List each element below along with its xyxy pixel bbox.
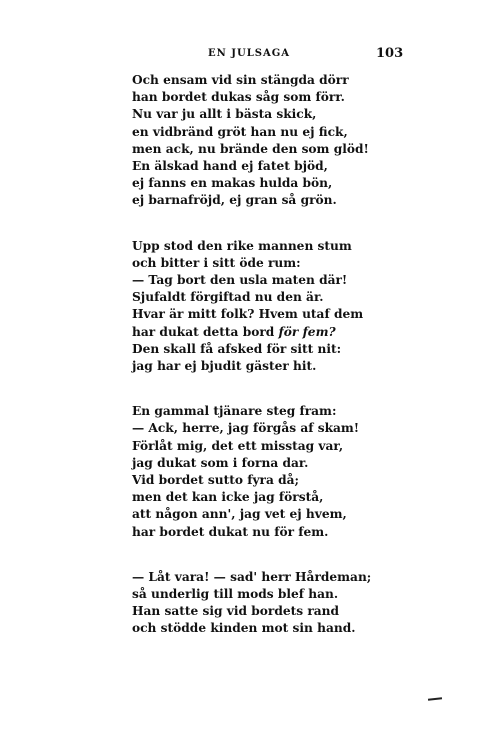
poem-line: jag har ej bjudit gäster hit. <box>132 359 317 374</box>
poem-line: ej barnafröjd, ej gran så grön. <box>132 193 337 208</box>
stanza-1 <box>132 72 432 210</box>
stanza-2 <box>132 238 432 376</box>
poem-line: så underlig till mods blef han. <box>132 587 339 602</box>
page-number: 103 <box>376 46 404 61</box>
italic-phrase: för fem? <box>278 324 336 339</box>
poem-line: och stödde kinden mot sin hand. <box>132 621 356 636</box>
poem-line: Nu var ju allt i bästa skick, <box>132 107 317 122</box>
poem <box>132 72 432 638</box>
poem-line: Upp stod den rike mannen stum <box>132 238 352 253</box>
stanza-3 <box>132 403 432 541</box>
printers-mark <box>428 697 442 700</box>
stanza-4 <box>132 569 432 638</box>
poem-line: — Låt vara! — sad' herr Hårdeman; <box>132 569 372 584</box>
poem-line: men ack, nu brände den som glöd! <box>132 141 369 156</box>
poem-line: — Tag bort den usla maten där! <box>132 273 348 288</box>
poem-line: Hvar är mitt folk? Hvem utaf dem <box>132 307 364 322</box>
poem-line: att någon ann', jag vet ej hvem, <box>132 507 347 522</box>
poem-line: en vidbränd gröt han nu ej fick, <box>132 124 348 139</box>
poem-line: Sjufaldt förgiftad nu den är. <box>132 290 324 305</box>
running-title: EN JULSAGA <box>208 48 291 59</box>
poem-line: han bordet dukas såg som förr. <box>132 90 345 105</box>
poem-line: Vid bordet sutto fyra då; <box>132 473 300 488</box>
poem-line: men det kan icke jag förstå, <box>132 490 324 505</box>
poem-line: — Ack, herre, jag förgås af skam! <box>132 421 360 436</box>
poem-line: och bitter i sitt öde rum: <box>132 255 301 270</box>
poem-line-text: har dukat detta bord <box>132 324 279 339</box>
poem-line: ej fanns en makas hulda bön, <box>132 176 333 191</box>
poem-line: Förlåt mig, det ett misstag var, <box>132 438 344 453</box>
poem-line: En gammal tjänare steg fram: <box>132 404 337 419</box>
running-head <box>0 48 480 64</box>
poem-line: Den skall få afsked för sitt nit: <box>132 341 342 356</box>
poem-line: jag dukat som i forna dar. <box>132 455 309 470</box>
poem-line: Han satte sig vid bordets rand <box>132 604 340 619</box>
poem-line-with-italic <box>132 324 432 341</box>
poem-line: Och ensam vid sin stängda dörr <box>132 73 349 87</box>
poem-line: En älskad hand ej fatet bjöd, <box>132 159 328 174</box>
poem-line: har bordet dukat nu för fem. <box>132 524 329 539</box>
